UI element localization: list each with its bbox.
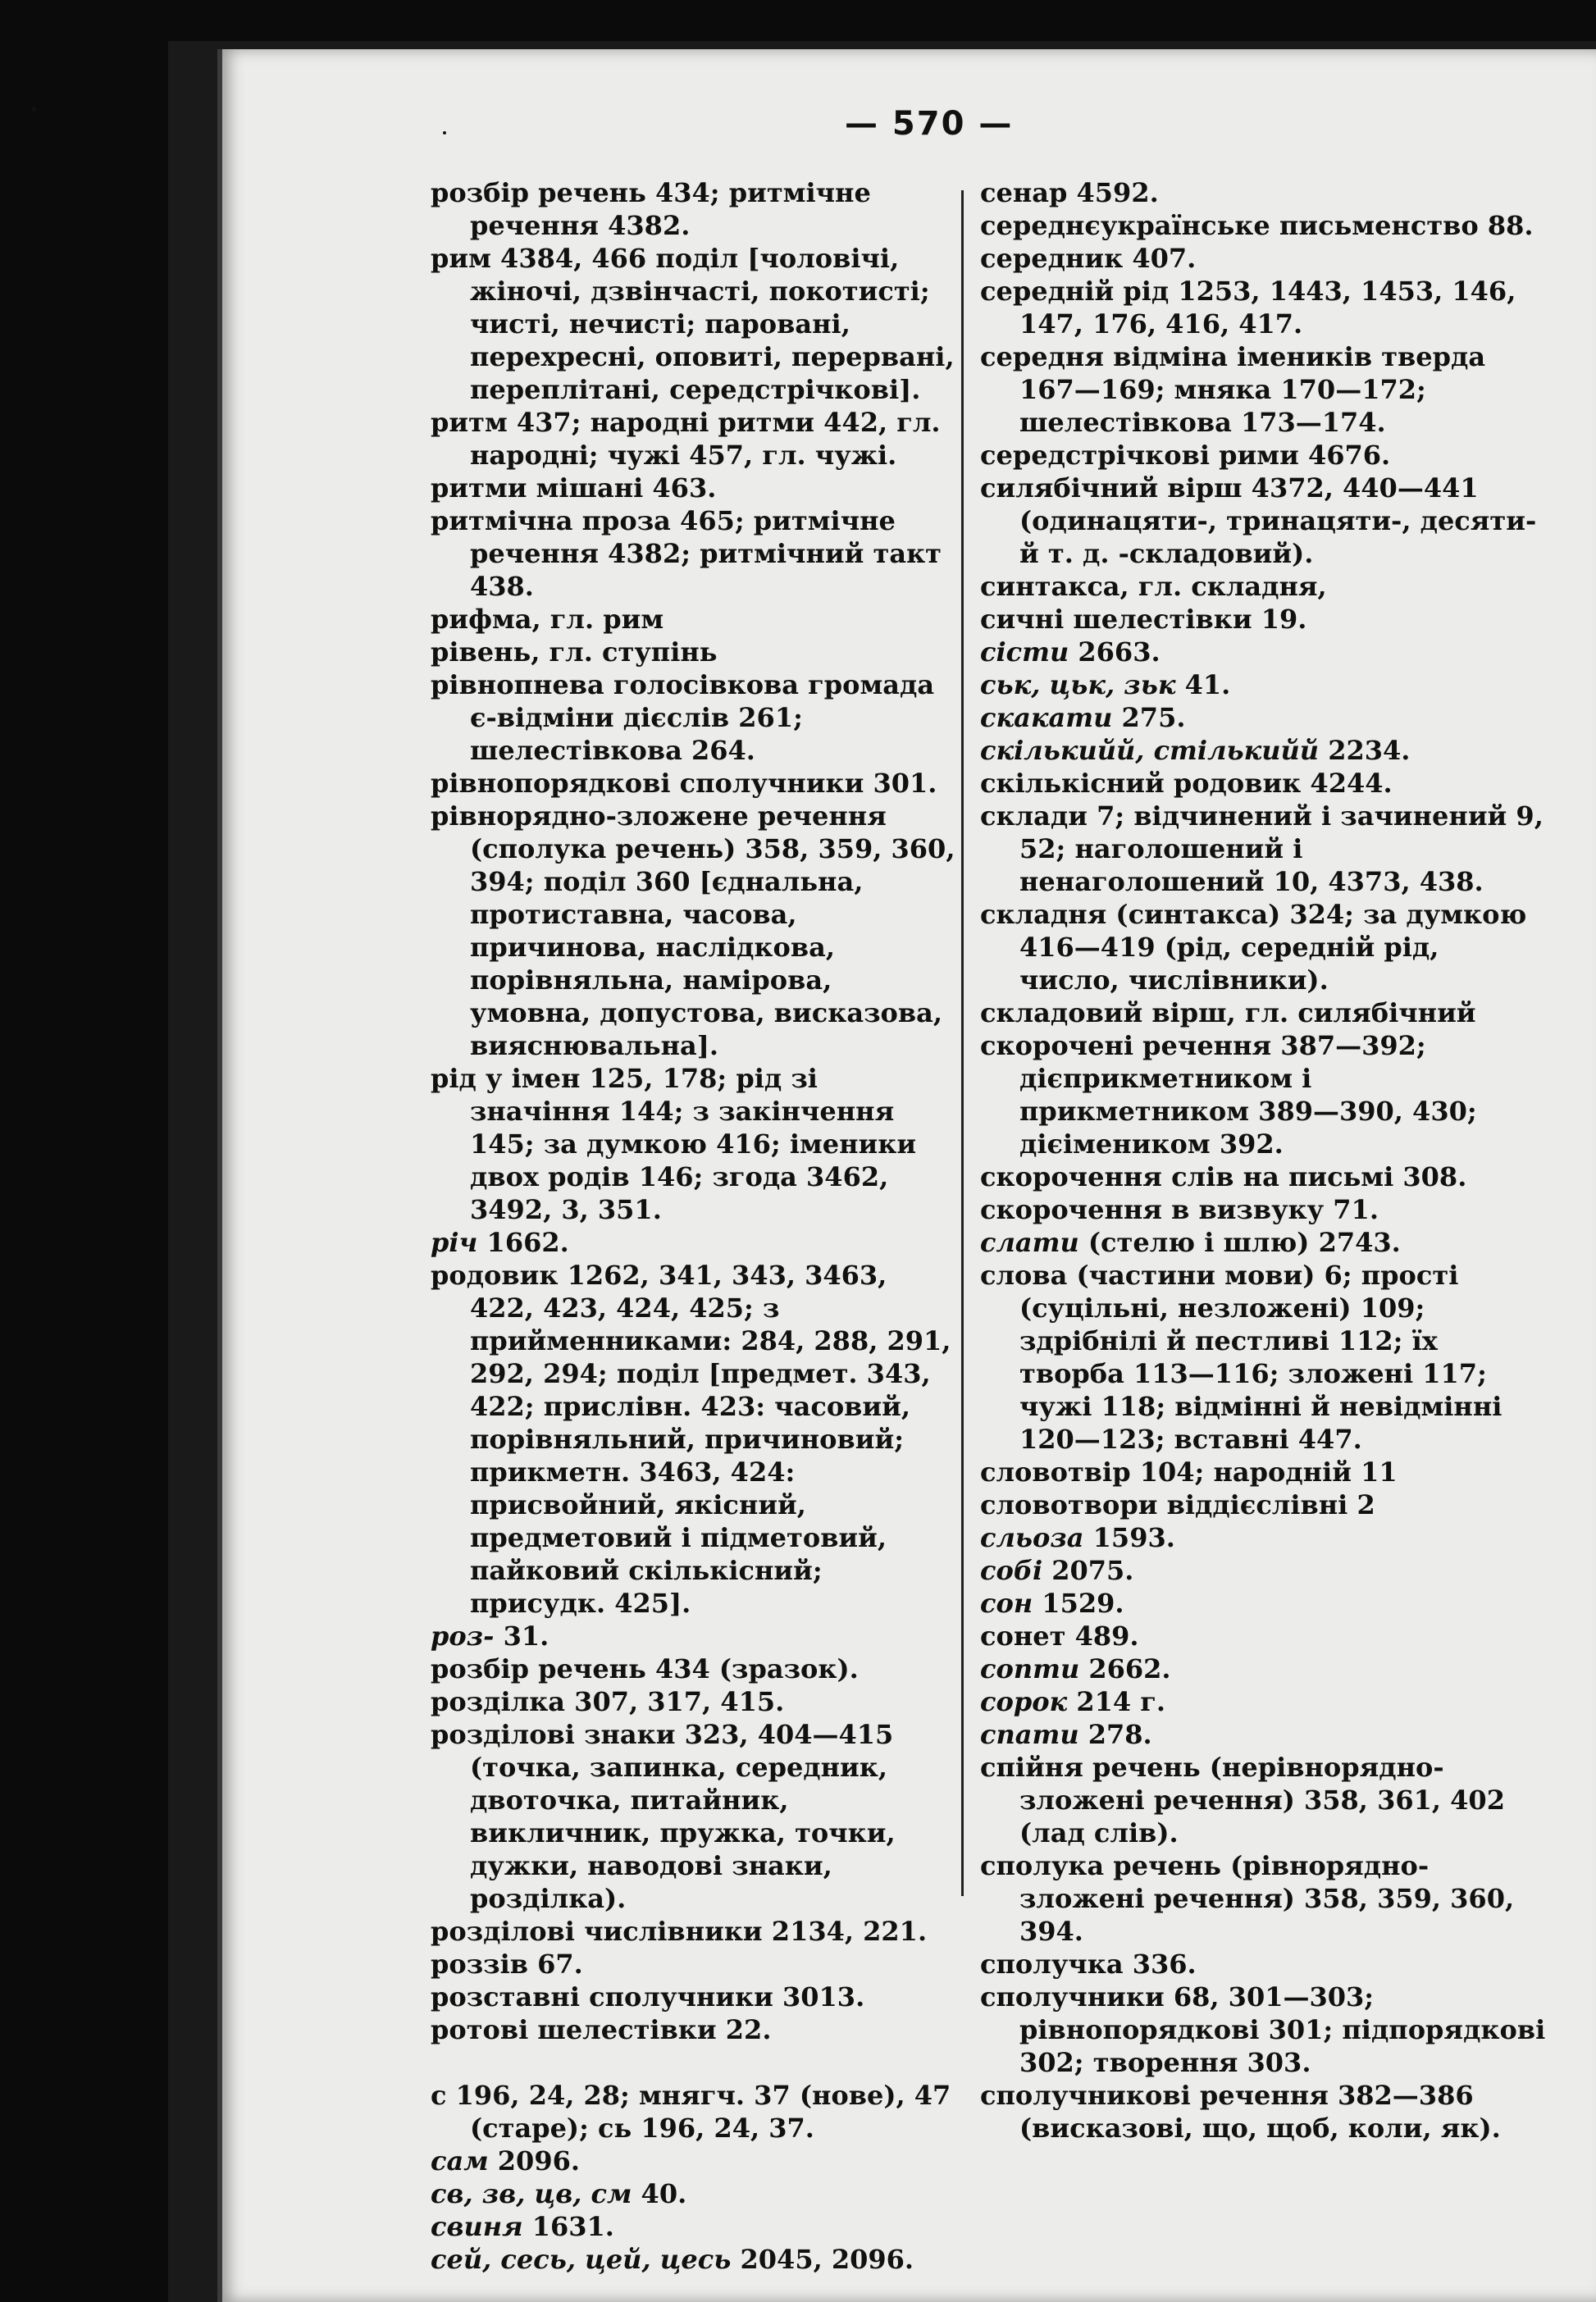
index-entry <box>980 800 1546 898</box>
index-entry <box>980 1226 1546 1259</box>
index-entry <box>980 275 1546 340</box>
entry-text: ритми мішані 463. <box>431 472 717 504</box>
entry-text: словотвір 104; народній 11 <box>980 1456 1398 1488</box>
entry-text: 1631. <box>522 2211 614 2242</box>
entry-text: складня (синтакса) 324; за думкою 416—419 (рід, середній рід, число, числівники). <box>980 899 1527 996</box>
index-entry <box>980 1160 1546 1193</box>
entry-text: сполучка 336. <box>980 1949 1197 1980</box>
entry-text: рифма, гл. рим <box>431 604 664 635</box>
index-entry <box>980 1521 1546 1554</box>
index-entry <box>431 2145 955 2177</box>
entry-headword: скількийй, стількийй <box>980 735 1320 766</box>
entry-text: середник 407. <box>980 243 1197 274</box>
entry-text: спійня речень (нерівнорядно-зложені речення) 358, 361, 402 (лад слів). <box>980 1752 1505 1848</box>
index-entry <box>431 2013 955 2046</box>
entry-headword: слати <box>980 1227 1079 1258</box>
entry-text: ритм 437; народні ритми 442, гл. народні; чужі 457, гл. чужі. <box>431 407 941 471</box>
index-entry <box>431 1226 955 1259</box>
entry-text: сполучникові речення 382—386 (висказові, що, щоб, коли, як). <box>980 2080 1501 2144</box>
index-entry <box>980 668 1546 701</box>
entry-text: розділові числівники 2134, 221. <box>431 1916 928 1947</box>
index-entry <box>980 209 1546 242</box>
entry-headword: річ <box>431 1227 478 1258</box>
entry-headword: свиня <box>431 2211 523 2242</box>
index-entry <box>980 1554 1546 1587</box>
index-entry <box>980 242 1546 275</box>
index-entry <box>980 1488 1546 1521</box>
index-entry <box>431 406 955 472</box>
index-entry <box>980 898 1546 996</box>
entry-text: 2662. <box>1079 1653 1171 1684</box>
entry-text: скорочення слів на письмі 308. <box>980 1161 1467 1192</box>
index-entry <box>431 176 955 242</box>
entry-headword: спати <box>980 1719 1079 1750</box>
index-entry <box>431 2079 955 2145</box>
index-entry <box>980 1620 1546 1652</box>
entry-headword: собі <box>980 1555 1043 1586</box>
entry-text: скорочені речення 387—392; дієприкметником і прикметником 389—390, 430; дієімеником 392. <box>980 1030 1477 1160</box>
index-entry <box>980 636 1546 668</box>
index-entry <box>980 2079 1546 2145</box>
entry-text: рівнопорядкові сполучники 301. <box>431 768 937 799</box>
index-entry <box>980 1259 1546 1456</box>
index-entry <box>980 1193 1546 1226</box>
entry-text: рід у імен 125, 178; рід зі значіння 144; з закінчення 145; за думкою 416; іменики двох родів 146; згода 3462, 3492, 3, 351. <box>431 1063 917 1225</box>
entry-text: сполука речень (рівнорядно-зложені речення) 358, 359, 360, 394. <box>980 1850 1515 1947</box>
index-entry <box>980 1456 1546 1488</box>
index-entry <box>431 1685 955 1718</box>
entry-headword: сей, сесь, цей, цесь <box>431 2244 732 2275</box>
index-entry <box>431 1948 955 1981</box>
entry-headword: св, зв, цв, см <box>431 2178 632 2209</box>
index-entry <box>431 767 955 800</box>
entry-text: рівнопнева голосівкова громада є-відміни дієслів 261; шелестівкова 264. <box>431 669 935 766</box>
entry-text: 1662. <box>477 1227 569 1258</box>
entry-headword: сорок <box>980 1686 1068 1717</box>
index-entry <box>980 603 1546 636</box>
entry-text: середня відміна імеників тверда 167—169; мняка 170—172; шелестівкова 173—174. <box>980 341 1486 438</box>
index-entry <box>431 603 955 636</box>
index-entry <box>980 1948 1546 1981</box>
entry-text: ритмічна проза 465; ритмічне речення 4382; ритмічний такт 438. <box>431 505 942 602</box>
index-entry <box>431 1259 955 1620</box>
index-entry <box>431 1981 955 2013</box>
entry-text: 278. <box>1078 1719 1152 1750</box>
index-entry <box>431 1652 955 1685</box>
entry-text: розділові знаки 323, 404—415 (точка, запинка, середник, двоточка, питайник, викличник, пружка, точки, дужки, наводові знаки, розділка). <box>431 1719 896 1914</box>
entry-text: розділка 307, 317, 415. <box>431 1686 785 1717</box>
entry-text: силябічний вірш 4372, 440—441 (одинацяти-, тринацяти-, десяти- й т. д. -складовий). <box>980 472 1537 569</box>
index-entry <box>980 1751 1546 1849</box>
entry-text: синтакса, гл. складня, <box>980 571 1327 602</box>
index-entry <box>431 242 955 406</box>
entry-text: середнєукраїнське письменство 88. <box>980 210 1534 241</box>
index-column-left <box>431 176 955 2276</box>
scan-speck <box>443 131 446 134</box>
index-entry <box>980 701 1546 734</box>
section-gap <box>431 2046 955 2079</box>
entry-text: рівень, гл. ступінь <box>431 636 718 668</box>
entry-text: словотвори віддієслівні 2 <box>980 1489 1375 1520</box>
entry-text: середстрічкові рими 4676. <box>980 440 1391 471</box>
entry-text: 31. <box>494 1621 549 1652</box>
index-entry <box>980 1849 1546 1948</box>
scan-speck <box>31 107 36 112</box>
index-entry <box>431 472 955 504</box>
page-number: — 570 — <box>845 105 1014 143</box>
entry-text: склади 7; відчинений і зачинений 9, 52; наголошений і ненаголошений 10, 4373, 438. <box>980 800 1544 897</box>
entry-text: сичні шелестівки 19. <box>980 604 1307 635</box>
entry-text: рим 4384, 466 поділ [чоловічі, жіночі, дзвінчасті, покотисті; чисті, нечисті; паровані, перехресні, оповиті, перервані, переплітані, середстрічкові]. <box>431 243 955 405</box>
entry-text: роззів 67. <box>431 1949 583 1980</box>
index-entry <box>980 1981 1546 2079</box>
entry-headword: сон <box>980 1588 1033 1619</box>
entry-text: 2075. <box>1042 1555 1134 1586</box>
entry-headword: ськ, цьк, зьк <box>980 669 1176 700</box>
index-entry <box>980 1718 1546 1751</box>
entry-text: розбір речень 434 (зразок). <box>431 1653 859 1684</box>
entry-text: 2234. <box>1319 735 1411 766</box>
entry-text: 41. <box>1175 669 1231 700</box>
index-entry <box>980 1652 1546 1685</box>
index-entry <box>431 668 955 767</box>
index-entry <box>980 1029 1546 1160</box>
index-entry <box>431 2177 955 2210</box>
index-entry <box>980 1685 1546 1718</box>
index-entry <box>431 800 955 1062</box>
index-entry <box>980 570 1546 603</box>
entry-text: сполучники 68, 301—303; рівнопорядкові 301; підпорядкові 302; творення 303. <box>980 1981 1546 2078</box>
index-entry <box>980 1587 1546 1620</box>
entry-text: 2096. <box>488 2145 580 2177</box>
entry-text: (стелю і шлю) 2743. <box>1078 1227 1401 1258</box>
entry-text: сонет 489. <box>980 1621 1139 1652</box>
index-entry <box>431 2243 955 2276</box>
entry-text: сенар 4592. <box>980 177 1159 208</box>
index-entry <box>980 734 1546 767</box>
entry-text: 275. <box>1112 702 1186 733</box>
entry-headword: сісти <box>980 636 1069 668</box>
entry-text: рівнорядно-зложене речення (сполука речень) 358, 359, 360, 394; поділ 360 [єднальна, протиставна, часова, причинова, наслідкова, порівняльна, намірова, умовна, допустова, висказова, вияснювальна]. <box>431 800 955 1061</box>
index-entry <box>431 1718 955 1915</box>
entry-text: 40. <box>632 2178 687 2209</box>
entry-text: середній рід 1253, 1443, 1453, 146, 147, 176, 416, 417. <box>980 276 1516 340</box>
entry-text: слова (частини мови) 6; прості (суцільні, незложені) 109; здрібнілі й пестливі 112; їх творба 113—116; зложені 117; чужі 118; відмінні й невідмінні 120—123; вставні 447. <box>980 1260 1503 1455</box>
entry-headword: роз- <box>431 1621 495 1652</box>
entry-text: розставні сполучники 3013. <box>431 1981 865 2013</box>
index-entry <box>980 472 1546 570</box>
index-entry <box>431 1620 955 1652</box>
entry-text: скорочення в визвуку 71. <box>980 1194 1379 1225</box>
index-entry <box>431 2210 955 2243</box>
index-entry <box>431 1062 955 1226</box>
index-entry <box>431 504 955 603</box>
entry-headword: сопти <box>980 1653 1080 1684</box>
entry-text: скількісний родовик 4244. <box>980 768 1393 799</box>
entry-text: 2663. <box>1069 636 1161 668</box>
index-entry <box>980 176 1546 209</box>
column-divider <box>961 190 964 1896</box>
entry-headword: сльоза <box>980 1522 1084 1553</box>
entry-text: 1529. <box>1033 1588 1124 1619</box>
index-entry <box>980 439 1546 472</box>
entry-text: розбір речень 434; ритмічне речення 4382. <box>431 177 871 241</box>
index-entry <box>980 340 1546 439</box>
entry-text: с 196, 24, 28; мнягч. 37 (нове), 47 (старе); сь 196, 24, 37. <box>431 2080 951 2144</box>
entry-text: родовик 1262, 341, 343, 3463, 422, 423, 424, 425; з прийменниками: 284, 288, 291, 292, 294; поділ [предмет. 343, 422; прислівн. 423: часовий, порівняльний, причиновий; прикметн. 3463, 424: присвойний, якісний, предметовий і підметовий, пайковий скількісний; присудк. 425]. <box>431 1260 951 1619</box>
index-entry <box>431 636 955 668</box>
entry-headword: скакати <box>980 702 1113 733</box>
entry-text: 2045, 2096. <box>731 2244 914 2275</box>
entry-headword: сам <box>431 2145 489 2177</box>
index-entry <box>980 767 1546 800</box>
index-entry <box>431 1915 955 1948</box>
index-column-right <box>980 176 1546 2145</box>
index-entry <box>980 996 1546 1029</box>
entry-text: ротові шелестівки 22. <box>431 2014 772 2045</box>
entry-text: 1593. <box>1083 1522 1175 1553</box>
entry-text: складовий вірш, гл. силябічний <box>980 997 1476 1028</box>
entry-text: 214 г. <box>1067 1686 1166 1717</box>
